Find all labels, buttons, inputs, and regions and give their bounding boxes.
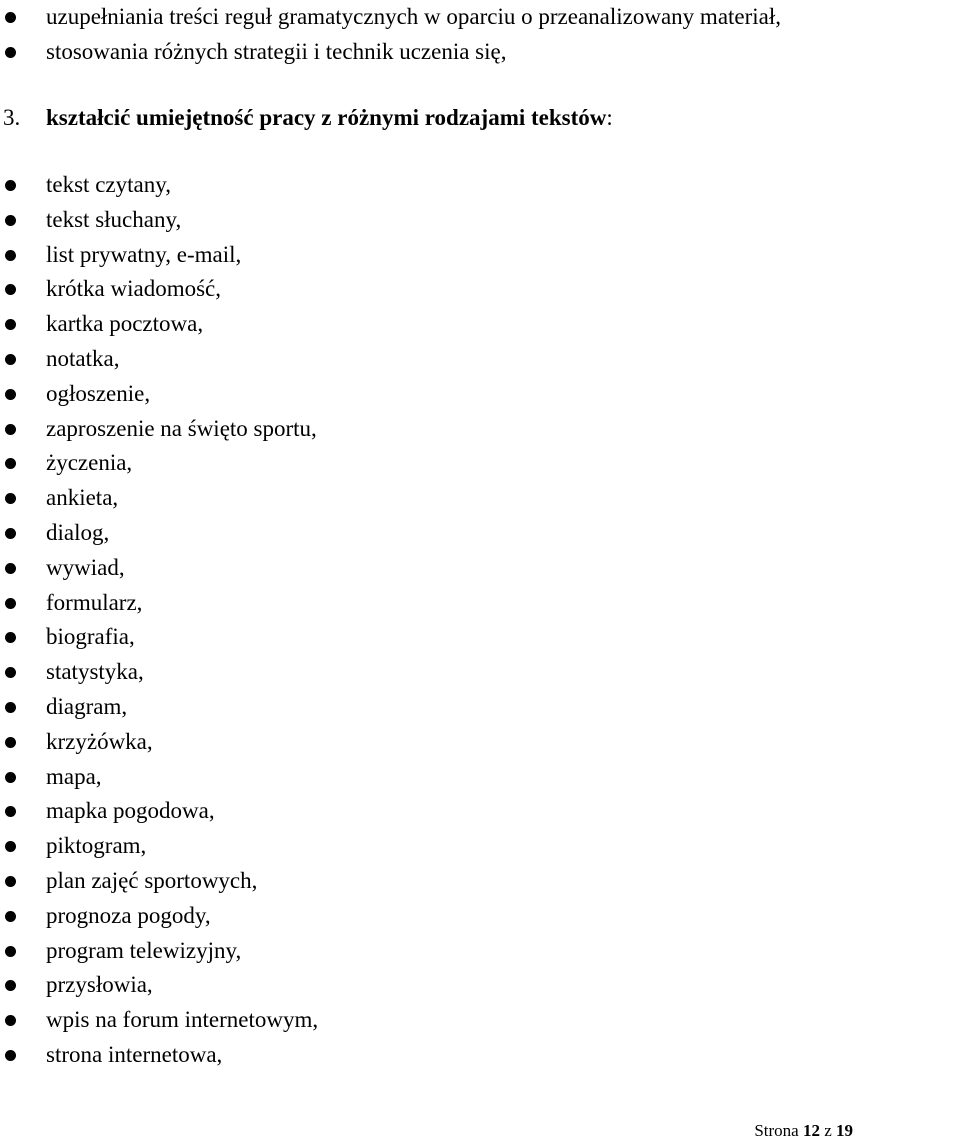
bullet-icon (5, 424, 16, 435)
list-item (0, 864, 960, 899)
bullet-icon (5, 250, 16, 261)
list-item-text: prognoza pogody, (46, 902, 211, 928)
list-item (0, 586, 960, 621)
list-item (0, 1038, 960, 1073)
list-item-text: mapka pogodowa, (46, 798, 215, 824)
page-footer (754, 1121, 853, 1141)
page-total: 19 (836, 1121, 853, 1140)
bullet-icon (5, 354, 16, 365)
list-item-text: krzyżówka, (46, 728, 153, 754)
list-item-text: wywiad, (46, 554, 125, 580)
list-item-text: stosowania różnych strategii i technik uczenia się, (46, 39, 507, 64)
bullet-icon (5, 1050, 16, 1061)
list-item-text: wpis na forum internetowym, (46, 1007, 319, 1033)
bullet-icon (5, 215, 16, 226)
page-number: 12 (802, 1121, 820, 1140)
list-item (0, 238, 960, 273)
list-item (0, 551, 960, 586)
list-item (0, 0, 960, 35)
list-item-text: uzupełniania treści reguł gramatycznych w oparciu o przeanalizowany materiał, (46, 4, 782, 29)
footer-prefix: Strona (754, 1121, 799, 1140)
list-item (0, 690, 960, 725)
bullet-icon (5, 598, 16, 609)
list-item (0, 481, 960, 516)
list-item-text: strona internetowa, (46, 1041, 223, 1067)
list-item-text: tekst słuchany, (46, 206, 182, 232)
bullet-icon (5, 911, 16, 922)
list-item (0, 272, 960, 307)
list-item-text: notatka, (46, 345, 120, 371)
list-item-text: życzenia, (46, 450, 133, 476)
text-types-list (0, 168, 960, 1073)
bullet-icon (5, 946, 16, 957)
bullet-icon (5, 806, 16, 817)
section-title (46, 101, 613, 134)
list-item-text: ankieta, (46, 485, 119, 511)
bullet-icon (5, 284, 16, 295)
list-item (0, 655, 960, 690)
list-item (0, 35, 960, 70)
list-item (0, 829, 960, 864)
list-item-text: list prywatny, e-mail, (46, 241, 242, 267)
bullet-icon (5, 632, 16, 643)
bullet-icon (5, 319, 16, 330)
list-item (0, 377, 960, 412)
list-item (0, 934, 960, 969)
list-item (0, 1003, 960, 1038)
list-item-text: piktogram, (46, 833, 147, 859)
bullet-icon (5, 12, 16, 23)
bullet-icon (5, 493, 16, 504)
list-item-text: diagram, (46, 693, 128, 719)
section-number: 3. (3, 105, 21, 130)
continued-bullet-list (0, 0, 960, 70)
bullet-icon (5, 876, 16, 887)
list-item-text: formularz, (46, 589, 143, 615)
bullet-icon (5, 180, 16, 191)
list-item-text: zaproszenie na święto sportu, (46, 415, 317, 441)
bullet-icon (5, 528, 16, 539)
list-item-text: statystyka, (46, 659, 144, 685)
list-item (0, 446, 960, 481)
bullet-icon (5, 737, 16, 748)
bullet-icon (5, 389, 16, 400)
list-item (0, 725, 960, 760)
section-title-text: kształcić umiejętność pracy z różnymi rodzajami tekstów (46, 105, 607, 130)
list-item-text: krótka wiadomość, (46, 276, 222, 302)
list-item (0, 307, 960, 342)
list-item-text: przysłowia, (46, 972, 153, 998)
list-item-text: plan zajęć sportowych, (46, 867, 258, 893)
list-item-text: tekst czytany, (46, 172, 171, 197)
list-item (0, 412, 960, 447)
footer-separator: z (824, 1121, 832, 1140)
bullet-icon (5, 841, 16, 852)
list-item (0, 794, 960, 829)
list-item (0, 899, 960, 934)
bullet-icon (5, 702, 16, 713)
list-item-text: program telewizyjny, (46, 937, 242, 963)
bullet-icon (5, 772, 16, 783)
list-item (0, 760, 960, 795)
section-colon: : (606, 105, 613, 130)
list-item (0, 203, 960, 238)
bullet-icon (5, 1015, 16, 1026)
list-item-text: mapa, (46, 763, 102, 789)
bullet-icon (5, 47, 16, 58)
list-item-text: dialog, (46, 519, 110, 545)
bullet-icon (5, 980, 16, 991)
list-item-text: kartka pocztowa, (46, 311, 204, 337)
bullet-icon (5, 667, 16, 678)
list-item (0, 516, 960, 551)
list-item-text: ogłoszenie, (46, 380, 151, 406)
list-item-text: biografia, (46, 624, 135, 650)
list-item (0, 168, 960, 203)
list-item (0, 342, 960, 377)
list-item (0, 968, 960, 1003)
list-item (0, 620, 960, 655)
section-heading (0, 101, 960, 134)
bullet-icon (5, 458, 16, 469)
bullet-icon (5, 563, 16, 574)
